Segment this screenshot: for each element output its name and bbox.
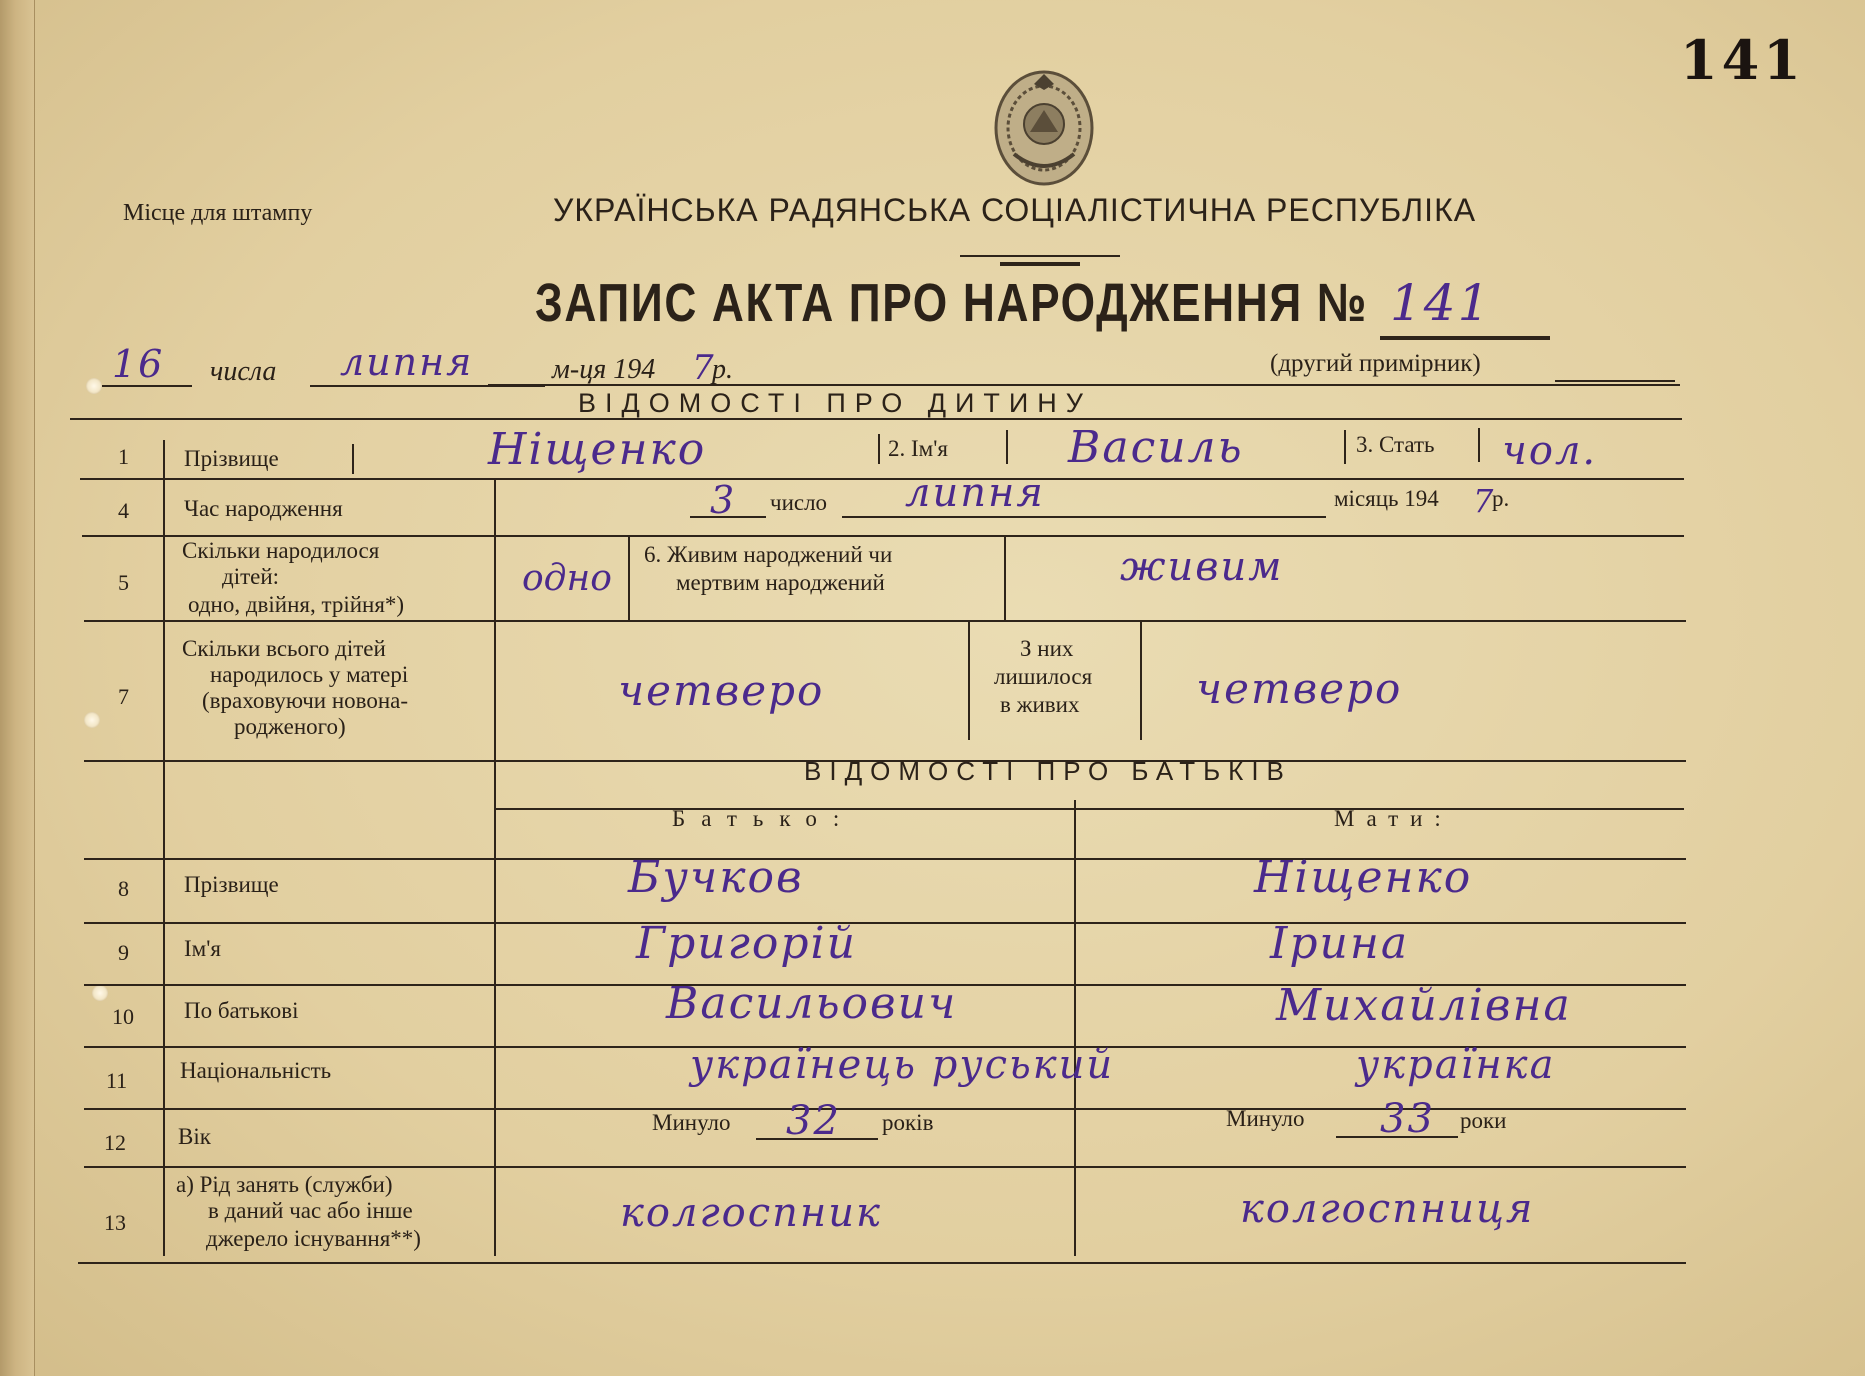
total-children-label: (враховуючи новона- <box>202 688 409 713</box>
underline <box>690 516 766 518</box>
column-rule <box>1344 430 1346 464</box>
column-rule <box>628 537 630 620</box>
record-year-digit: 7 <box>692 348 714 388</box>
row-number: 8 <box>118 876 129 901</box>
column-rule <box>494 480 496 1256</box>
mother-occupation: колгоспниця <box>1240 1186 1535 1232</box>
row-number: 7 <box>118 684 129 709</box>
birth-day: 3 <box>710 478 737 522</box>
section-child-heading: ВІДОМОСТІ ПРО ДИТИНУ <box>578 388 1092 418</box>
underline <box>102 385 192 387</box>
underline <box>842 516 1326 518</box>
month-label: м-ця 194 <box>552 354 656 385</box>
row-number: 13 <box>104 1210 126 1235</box>
column-rule <box>1140 622 1142 740</box>
parent-surname-label: Прізвище <box>184 872 279 897</box>
rule <box>488 384 1680 386</box>
column-rule <box>1004 537 1006 620</box>
occupation-label: в даний час або інше <box>208 1198 413 1223</box>
section-parents-heading: ВІДОМОСТІ ПРО БАТЬКІВ <box>804 756 1292 786</box>
coat-of-arms-emblem <box>990 66 1098 190</box>
birth-day-label: число <box>770 490 828 515</box>
row-number: 9 <box>118 940 129 965</box>
page-number: 141 <box>1680 28 1805 92</box>
surviving-label: З них <box>1020 636 1074 661</box>
mother-surname: Ніщенко <box>1254 852 1473 903</box>
column-rule <box>1478 428 1480 462</box>
record-month: липня <box>340 340 474 384</box>
children-count-label: одно, двійня, трійня*) <box>188 592 405 617</box>
stamp-place-label: Місце для штампу <box>123 200 313 226</box>
mother-age-unit: роки <box>1460 1108 1507 1133</box>
underline <box>756 1138 878 1140</box>
rule <box>84 922 1686 924</box>
divider <box>960 255 1120 257</box>
birth-time-label: Час народження <box>184 496 343 521</box>
nationality-label: Національність <box>180 1058 332 1083</box>
child-name-label: 2. Ім'я <box>888 436 948 461</box>
record-number: 141 <box>1390 274 1492 332</box>
row-number: 11 <box>106 1068 128 1093</box>
father-surname: Бучков <box>628 852 804 903</box>
age-label: Вік <box>178 1124 211 1149</box>
father-nationality: українець руський <box>690 1042 1115 1088</box>
child-name: Василь <box>1068 422 1244 473</box>
punch-hole <box>86 378 102 394</box>
father-header: Батько: <box>672 806 856 831</box>
father-patronymic: Васильович <box>666 978 958 1029</box>
father-age-past-label: Минуло <box>652 1110 731 1135</box>
alive-dead-value: живим <box>1120 544 1284 590</box>
mother-patronymic: Михайлівна <box>1276 980 1572 1031</box>
total-children-value: четверо <box>618 666 825 715</box>
republic-name: УКРАЇНСЬКА РАДЯНСЬКА СОЦІАЛІСТИЧНА РЕСПУБЛІКА <box>553 192 1477 228</box>
mother-header: Мати: <box>1334 806 1453 831</box>
parent-name-label: Ім'я <box>184 936 221 961</box>
mother-nationality: українка <box>1356 1042 1556 1088</box>
alive-dead-label: 6. Живим народжений чи <box>644 542 893 567</box>
rule <box>82 535 1684 537</box>
mother-age: 33 <box>1380 1096 1435 1142</box>
binding-edge <box>0 0 35 1376</box>
row-number: 10 <box>112 1004 134 1029</box>
column-rule <box>163 440 165 1256</box>
row-number: 4 <box>118 498 129 523</box>
father-age: 32 <box>786 1098 841 1144</box>
mother-age-past-label: Минуло <box>1226 1106 1305 1131</box>
rule <box>84 620 1686 622</box>
punch-hole <box>92 985 108 1001</box>
children-count-value: одно <box>522 558 612 599</box>
column-rule <box>968 622 970 740</box>
copy-note: (другий примірник) <box>1270 350 1481 377</box>
column-rule <box>352 444 354 474</box>
rule <box>80 478 1684 480</box>
record-day: 16 <box>112 342 165 386</box>
total-children-label: родженого) <box>234 714 346 739</box>
day-label: числа <box>210 356 277 387</box>
mother-name: Ірина <box>1270 918 1410 969</box>
child-sex: чол. <box>1502 428 1598 474</box>
father-name: Григорій <box>636 918 857 969</box>
occupation-label: а) Рід занять (служби) <box>176 1172 393 1197</box>
father-occupation: колгоспник <box>620 1190 882 1236</box>
underline <box>1336 1136 1458 1138</box>
patronymic-label: По батькові <box>184 998 299 1023</box>
rule <box>84 1166 1686 1168</box>
rule <box>78 1262 1686 1264</box>
column-rule <box>1006 430 1008 464</box>
children-count-label: дітей: <box>222 564 280 589</box>
column-rule <box>878 434 880 464</box>
birth-month: липня <box>905 470 1045 516</box>
document-title: ЗАПИС АКТА ПРО НАРОДЖЕННЯ № <box>535 273 1368 333</box>
row-number: 5 <box>118 570 129 595</box>
birth-month-label: місяць 194 <box>1334 486 1439 511</box>
record-number-line <box>1380 336 1550 340</box>
children-count-label: Скільки народилося <box>182 538 380 563</box>
father-age-unit: років <box>882 1110 934 1135</box>
surviving-label: лишилося <box>994 664 1093 689</box>
divider <box>1000 262 1080 266</box>
total-children-label: Скільки всього дітей <box>182 636 386 661</box>
rule <box>70 418 1682 420</box>
birth-year-suffix: р. <box>1492 486 1510 511</box>
row-number: 1 <box>118 444 129 469</box>
year-suffix: р. <box>712 354 733 385</box>
underline <box>1555 380 1675 382</box>
punch-hole <box>84 712 100 728</box>
row-number: 12 <box>104 1130 126 1155</box>
birth-year-digit: 7 <box>1473 482 1494 520</box>
occupation-label: джерело існування**) <box>206 1226 421 1251</box>
total-children-label: народилось у матері <box>210 662 409 687</box>
child-surname-label: Прізвище <box>184 446 279 471</box>
surviving-label: в живих <box>1000 692 1080 717</box>
child-surname: Ніщенко <box>488 424 707 475</box>
surviving-value: четверо <box>1196 664 1403 713</box>
column-rule <box>1074 800 1076 1256</box>
alive-dead-label: мертвим народжений <box>676 570 885 595</box>
child-sex-label: 3. Стать <box>1356 432 1435 457</box>
